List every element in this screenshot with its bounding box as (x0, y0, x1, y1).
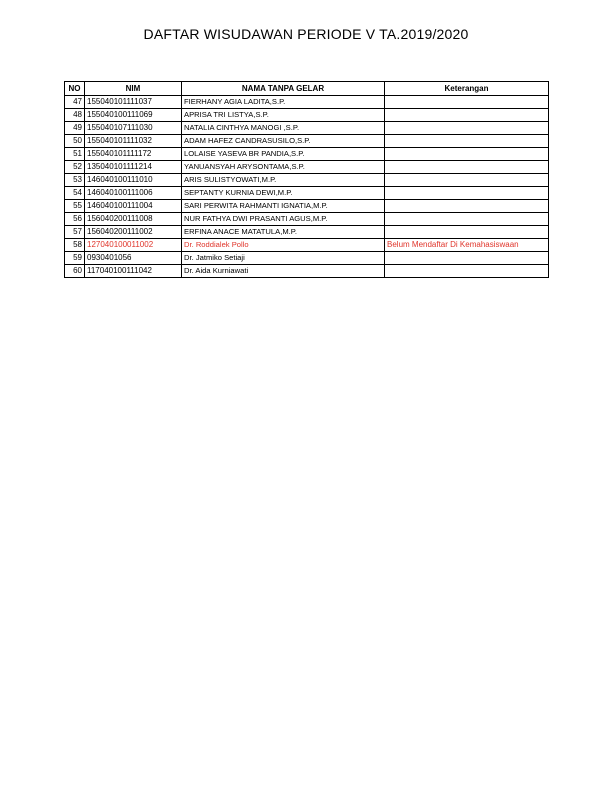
table-row (65, 265, 549, 278)
table-row (65, 161, 549, 174)
row-note (385, 213, 549, 226)
row-nim: 135040101111214 (85, 161, 182, 174)
page-title: DAFTAR WISUDAWAN PERIODE V TA.2019/2020 (143, 26, 469, 42)
table-row (65, 109, 549, 122)
row-name: Dr. Jatmiko Setiaji (182, 252, 385, 265)
table-row (65, 213, 549, 226)
table-row (65, 174, 549, 187)
row-no: 47 (65, 96, 85, 109)
row-no: 54 (65, 187, 85, 200)
row-note (385, 148, 549, 161)
row-nim: 146040100111006 (85, 187, 182, 200)
row-name: NUR FATHYA DWI PRASANTI AGUS,M.P. (182, 213, 385, 226)
row-nim: 146040100111010 (85, 174, 182, 187)
row-name: ERFINA ANACE MATATULA,M.P. (182, 226, 385, 239)
row-note (385, 226, 549, 239)
row-nim: 155040107111030 (85, 122, 182, 135)
row-no: 51 (65, 148, 85, 161)
row-nim: 0930401056 (85, 252, 182, 265)
row-no: 56 (65, 213, 85, 226)
row-nim: 156040200111008 (85, 213, 182, 226)
row-name: SARI PERWITA RAHMANTI IGNATIA,M.P. (182, 200, 385, 213)
row-no: 52 (65, 161, 85, 174)
header-note: Keterangan (385, 82, 549, 96)
row-note: Belum Mendaftar Di Kemahasiswaan (385, 239, 549, 252)
row-no: 57 (65, 226, 85, 239)
graduate-table (64, 81, 549, 278)
header-nim: NIM (85, 82, 182, 96)
row-name: ARIS SULISTYOWATI,M.P. (182, 174, 385, 187)
table-body (65, 96, 549, 278)
row-name: FIERHANY AGIA LADITA,S.P. (182, 96, 385, 109)
table-row (65, 135, 549, 148)
row-note (385, 135, 549, 148)
row-nim: 155040101111037 (85, 96, 182, 109)
row-note (385, 96, 549, 109)
table-row (65, 96, 549, 109)
row-nim: 155040100111069 (85, 109, 182, 122)
row-note (385, 265, 549, 278)
row-name: APRISA TRI LISTYA,S.P. (182, 109, 385, 122)
row-nim: 146040100111004 (85, 200, 182, 213)
row-name: LOLAISE YASEVA BR PANDIA,S.P. (182, 148, 385, 161)
row-note (385, 200, 549, 213)
table-header-row (65, 82, 549, 96)
row-note (385, 109, 549, 122)
table-row (65, 239, 549, 252)
row-nim: 117040100111042 (85, 265, 182, 278)
row-no: 49 (65, 122, 85, 135)
table-row (65, 187, 549, 200)
row-no: 55 (65, 200, 85, 213)
row-note (385, 174, 549, 187)
row-no: 58 (65, 239, 85, 252)
row-nim: 127040100011002 (85, 239, 182, 252)
row-note (385, 187, 549, 200)
table-row (65, 226, 549, 239)
row-note (385, 161, 549, 174)
row-no: 48 (65, 109, 85, 122)
row-name: YANUANSYAH ARYSONTAMA,S.P. (182, 161, 385, 174)
row-name: SEPTANTY KURNIA DEWI,M.P. (182, 187, 385, 200)
row-note (385, 122, 549, 135)
row-no: 53 (65, 174, 85, 187)
row-name: NATALIA CINTHYA MANOGI ,S.P. (182, 122, 385, 135)
table-row (65, 122, 549, 135)
table-row (65, 148, 549, 161)
row-name: Dr. Roddialek Pollo (182, 239, 385, 252)
row-nim: 155040101111032 (85, 135, 182, 148)
row-no: 50 (65, 135, 85, 148)
row-no: 59 (65, 252, 85, 265)
row-name: Dr. Aida Kurniawati (182, 265, 385, 278)
row-nim: 156040200111002 (85, 226, 182, 239)
row-note (385, 252, 549, 265)
header-no: NO (65, 82, 85, 96)
row-name: ADAM HAFEZ CANDRASUSILO,S.P. (182, 135, 385, 148)
header-name: NAMA TANPA GELAR (182, 82, 385, 96)
table-row (65, 252, 549, 265)
table-row (65, 200, 549, 213)
row-no: 60 (65, 265, 85, 278)
row-nim: 155040101111172 (85, 148, 182, 161)
